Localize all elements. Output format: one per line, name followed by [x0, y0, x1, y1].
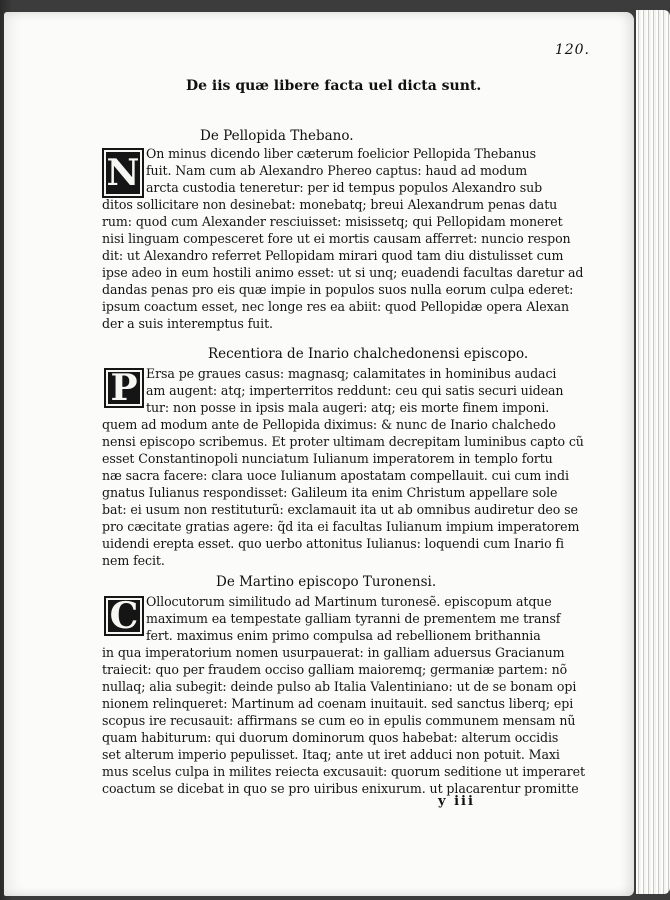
text-line: nionem relinqueret: Martinum ad coenam inuitauit. sed sanctus liberq; epi [102, 696, 574, 711]
text-line: arcta custodia teneretur: per id tempus populos Alexandro sub [146, 180, 543, 195]
page-edges [636, 10, 670, 894]
text-line: Ollocutorum similitudo ad Martinum turonesẽ. episcopum atque [146, 594, 552, 609]
folio-number: 120. [554, 42, 590, 58]
text-line: næ sacra facere: clara uoce Iulianum apostatam compellauit. cui cum indi [102, 468, 569, 483]
text-line: dit: ut Alexandro referret Pellopidam mirari quod tam diu distulisset cum [102, 248, 564, 263]
text-line: nensi episcopo scribemus. Et proter ultimam decrepitam luminibus capto cũ [102, 434, 584, 449]
text-line: pro cæcitate gratias agere: q̃d ita ei facultas Iulianum impium imperatorem [102, 519, 580, 534]
section-heading: De Martino episcopo Turonensi. [216, 574, 437, 590]
text-line: fuit. Nam cum ab Alexandro Phereo captus: haud ad modum [146, 163, 528, 178]
book-page [4, 12, 634, 896]
text-line: der a suis interemptus fuit. [102, 316, 273, 331]
text-line: ipsum coactum esset, nec longe res ea abiit: quod Pellopidæ opera Alexan [102, 299, 570, 314]
text-line: maximum ea tempestate galliam tyranni de prementem me transf [146, 611, 561, 626]
chapter-title: De iis quæ libere facta uel dicta sunt. [186, 78, 482, 94]
text-line: uidendi erepta esset. quo uerbo attonitus Iulianus: loquendi cum Inario fi [102, 536, 564, 551]
text-line: fert. maximus enim primo compulsa ad rebellionem brithannia [146, 628, 541, 643]
text-line: bat: ei usum non restituturũ: exclamauit ita ut ab omnibus audiretur deo se [102, 502, 578, 517]
text-line: On minus dicendo liber cæterum foelicior Pellopida Thebanus [146, 146, 536, 161]
text-line: dandas penas pro eis quæ impie in populos suos nulla eorum culpa ederet: [102, 282, 574, 297]
text-line: ipse adeo in eum hostili animo esset: ut si unq; euadendi facultas daretur ad [102, 265, 584, 280]
text-line: traiecit: quo per fraudem occiso galliam maioremq; germaniæ partem: nõ [102, 662, 568, 677]
text-line: scopus ire recusauit: affirmans se cum eo in epulis communem mensam nũ [102, 713, 576, 728]
text-line: coactum se dicebat in quo se pro uiribus enixurum. ut placarentur promitte [102, 781, 579, 796]
text-line: nem fecit. [102, 553, 165, 568]
text-line: rum: quod cum Alexander resciuisset: misissetq; qui Pellopidam moneret [102, 214, 563, 229]
text-line: quem ad modum ante de Pellopida diximus: & nunc de Inario chalchedo [102, 417, 556, 432]
text-line: tur: non posse in ipsis mala augeri: atq; eis morte finem imponi. [146, 400, 550, 415]
signature-mark: y iii [438, 794, 475, 809]
text-line: nisi linguam compesceret fore ut ei mortis causam afferret: nuncio respon [102, 231, 571, 246]
text-line: Ersa pe graues casus: magnasq; calamitates in hominibus audaci [146, 366, 557, 381]
decorated-initial: N [102, 148, 144, 198]
text-line: nullaq; alia subegit: deinde pulso ab Italia Valentiniano: ut de se bonam opi [102, 679, 577, 694]
text-line: mus scelus culpa in milites reiecta excusauit: quorum seditione ut imperaret [102, 764, 585, 779]
section-heading: De Pellopida Thebano. [200, 128, 354, 144]
text-line: set alterum imperio pepulisset. Itaq; ante ut iret adduci non potuit. Maxi [102, 747, 560, 762]
text-line: in qua imperatorium nomen usurpauerat: in galliam aduersus Gracianum [102, 645, 565, 660]
text-line: ditos sollicitare non desinebat: monebatq; breui Alexandrum penas datu [102, 197, 558, 212]
text-line: am augent: atq; imperterritos reddunt: ceu qui satis securi uidean [146, 383, 564, 398]
text-line: gnatus Iulianus respondisset: Galileum ita enim Christum appellare sole [102, 485, 558, 500]
decorated-initial: P [104, 368, 144, 408]
text-line: esset Constantinopoli nunciatum Iulianum imperatorem in templo fortu [102, 451, 553, 466]
text-line: quam habiturum: qui duorum dominorum quos habebat: alterum occidis [102, 730, 559, 745]
decorated-initial: C [104, 596, 144, 636]
section-heading: Recentiora de Inario chalchedonensi episcopo. [208, 346, 529, 362]
